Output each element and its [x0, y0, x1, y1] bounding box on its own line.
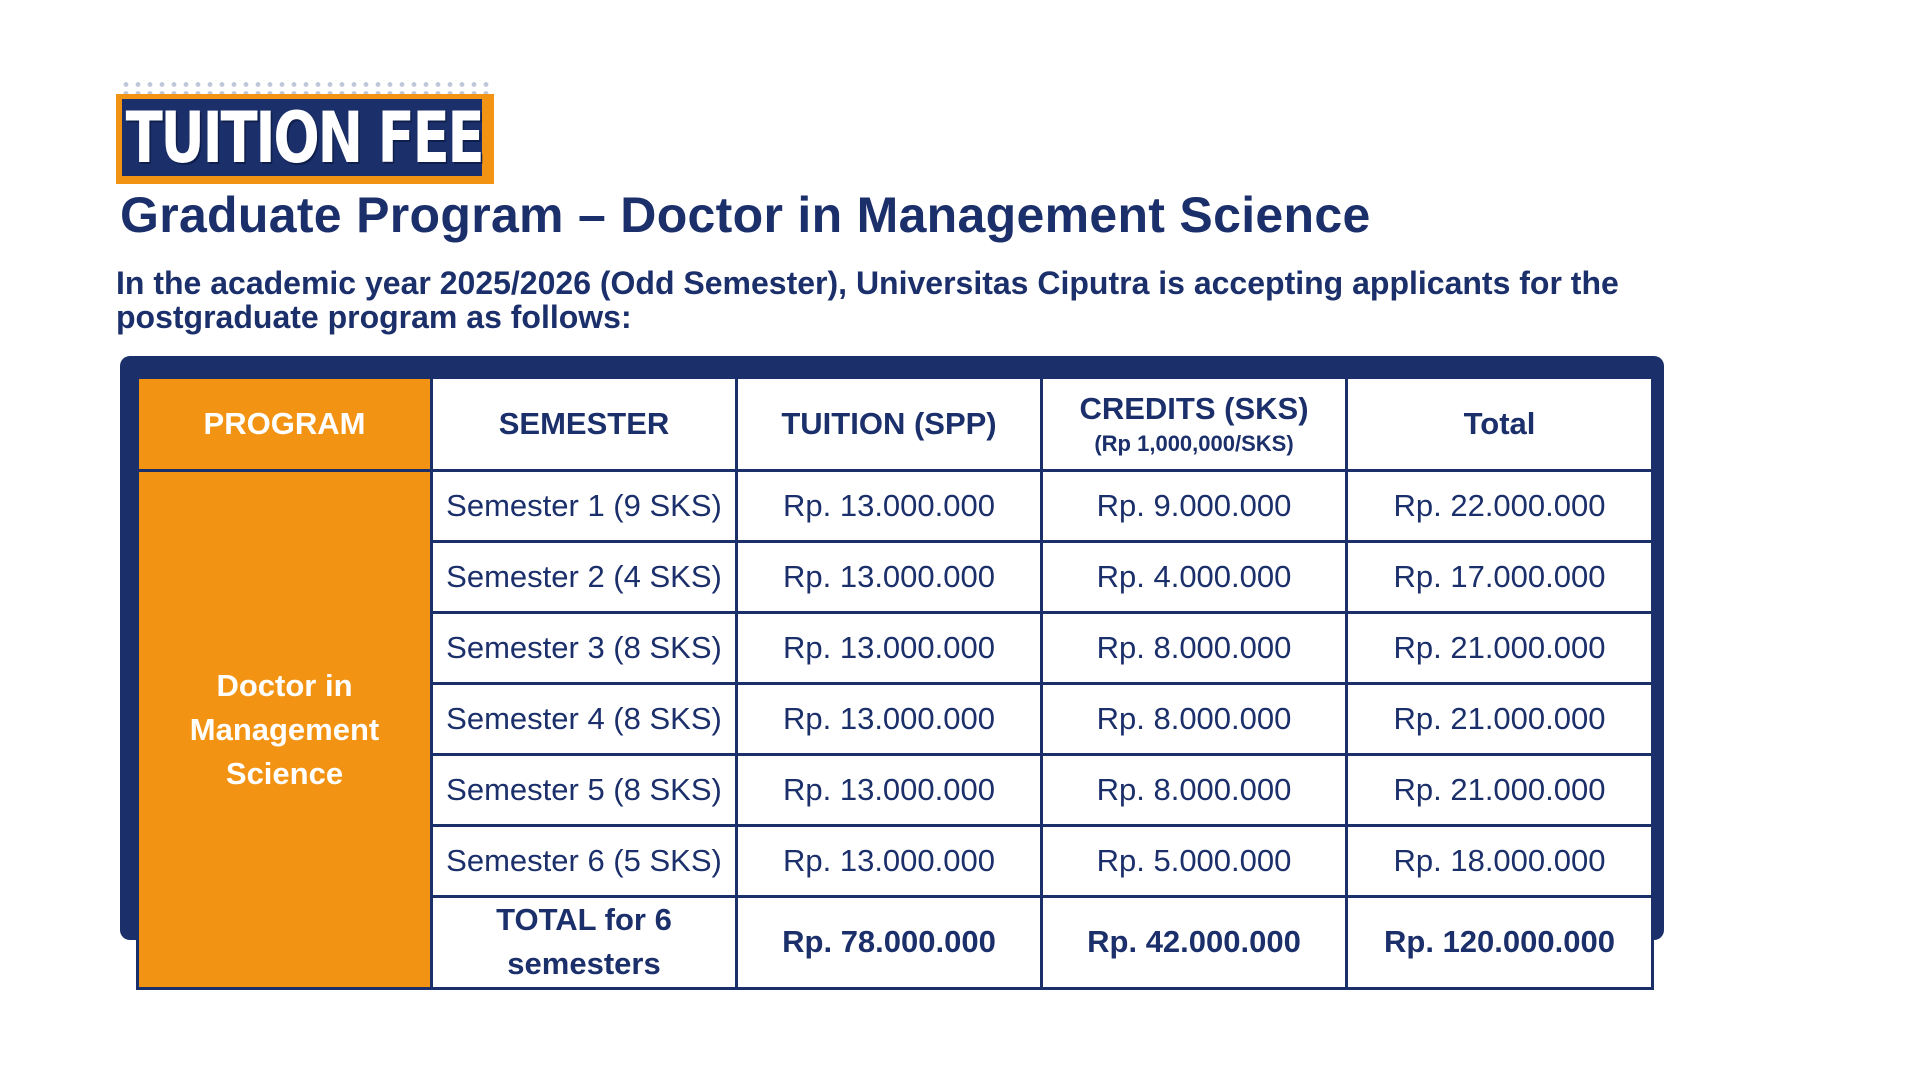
tuition-cell: Rp. 13.000.000 — [737, 471, 1042, 542]
semester-cell: Semester 5 (8 SKS) — [432, 754, 737, 825]
header-credits-rate: (Rp 1,000,000/SKS) — [1094, 431, 1294, 456]
total-cell: Rp. 21.000.000 — [1347, 612, 1653, 683]
credits-cell: Rp. 8.000.000 — [1042, 754, 1347, 825]
table-row — [138, 471, 1653, 542]
tuition-cell: Rp. 13.000.000 — [737, 683, 1042, 754]
header-total: Total — [1347, 378, 1653, 471]
badge-navy-panel — [122, 96, 483, 179]
semester-cell: Semester 3 (8 SKS) — [432, 612, 737, 683]
tuition-fee-badge — [116, 80, 494, 186]
intro-text: In the academic year 2025/2026 (Odd Semester), Universitas Ciputra is accepting applicants for the postgraduate program as follows: — [116, 265, 1619, 335]
header-credits-label: CREDITS (SKS) — [1079, 391, 1309, 426]
credits-cell: Rp. 4.000.000 — [1042, 541, 1347, 612]
header-tuition: TUITION (SPP) — [737, 378, 1042, 471]
total-cell: Rp. 17.000.000 — [1347, 541, 1653, 612]
credits-cell: Rp. 5.000.000 — [1042, 825, 1347, 896]
grand-total-cell: Rp. 120.000.000 — [1347, 896, 1653, 988]
total-tuition-cell: Rp. 78.000.000 — [737, 896, 1042, 988]
credits-cell: Rp. 8.000.000 — [1042, 612, 1347, 683]
table-header-row — [138, 378, 1653, 471]
total-cell: Rp. 21.000.000 — [1347, 683, 1653, 754]
badge-orange-frame — [116, 94, 494, 184]
semester-cell: Semester 4 (8 SKS) — [432, 683, 737, 754]
total-cell: Rp. 22.000.000 — [1347, 471, 1653, 542]
tuition-cell: Rp. 13.000.000 — [737, 754, 1042, 825]
header-semester: SEMESTER — [432, 378, 737, 471]
credits-cell: Rp. 8.000.000 — [1042, 683, 1347, 754]
badge-text: TUITION FEE — [125, 96, 483, 179]
credits-cell: Rp. 9.000.000 — [1042, 471, 1347, 542]
program-name-cell: Doctor in Management Science — [138, 471, 432, 989]
tuition-cell: Rp. 13.000.000 — [737, 612, 1042, 683]
tuition-fee-table — [136, 376, 1654, 990]
total-cell: Rp. 18.000.000 — [1347, 825, 1653, 896]
semester-cell: Semester 6 (5 SKS) — [432, 825, 737, 896]
header-program: PROGRAM — [138, 378, 432, 471]
semester-cell: Semester 2 (4 SKS) — [432, 541, 737, 612]
header-credits — [1042, 378, 1347, 471]
total-credits-cell: Rp. 42.000.000 — [1042, 896, 1347, 988]
tuition-cell: Rp. 13.000.000 — [737, 541, 1042, 612]
semester-cell: Semester 1 (9 SKS) — [432, 471, 737, 542]
total-label-cell: TOTAL for 6 semesters — [432, 896, 737, 988]
page-title: Graduate Program – Doctor in Management Science — [120, 187, 1371, 243]
total-cell: Rp. 21.000.000 — [1347, 754, 1653, 825]
tuition-cell: Rp. 13.000.000 — [737, 825, 1042, 896]
